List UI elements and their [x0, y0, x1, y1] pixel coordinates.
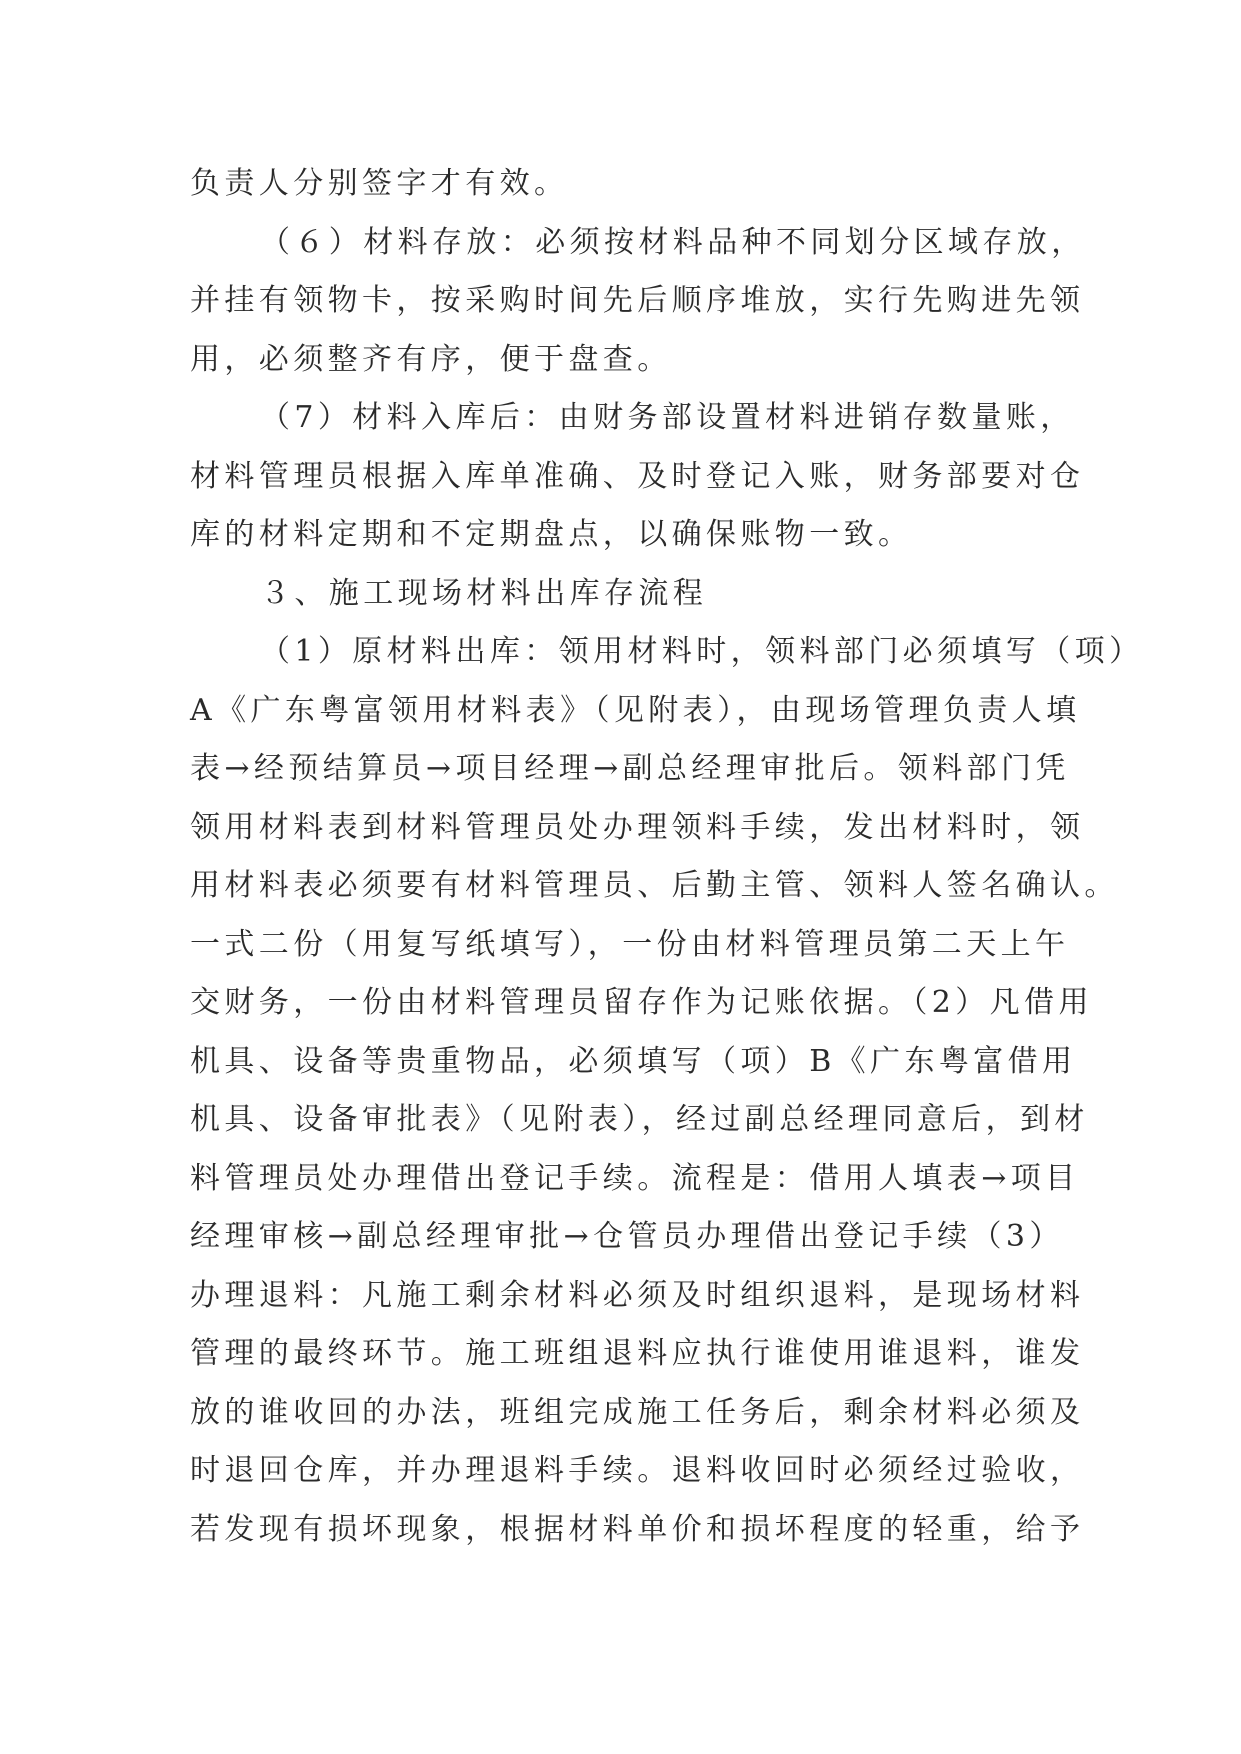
- text-line: （６）材料存放：必须按材料品种不同划分区域存放，: [260, 224, 1086, 260]
- text-line: （7）材料入库后：由财务部设置材料进销存数量账，: [260, 400, 1075, 435]
- text-line: 料管理员处办理借出登记手续。流程是：借用人填表→项目: [190, 1160, 1080, 1196]
- text-line: 时退回仓库，并办理退料手续。退料收回时必须经过验收，: [190, 1453, 1085, 1488]
- text-line: 机具、设备等贵重物品，必须填写（项）B《广东粤富借用: [190, 1043, 1077, 1079]
- text-line: 办理退料：凡施工剩余材料必须及时组织退料，是现场材料: [190, 1277, 1085, 1313]
- text-line: 领用材料表到材料管理员处办理领料手续，发出材料时，领: [190, 809, 1085, 845]
- text-line: 用材料表必须要有材料管理员、后勤主管、领料人签名确认。: [190, 868, 1119, 903]
- text-line: 管理的最终环节。施工班组退料应执行谁使用谁退料，谁发: [190, 1336, 1085, 1371]
- text-line: 若发现有损坏现象，根据材料单价和损坏程度的轻重，给予: [190, 1511, 1085, 1547]
- text-line: 用，必须整齐有序，便于盘查。: [190, 341, 672, 377]
- text-line: 表→经预结算员→项目经理→副总经理审批后。领料部门凭: [190, 751, 1070, 786]
- text-line: 放的谁收回的办法，班组完成施工任务后，剩余材料必须及: [190, 1394, 1085, 1430]
- text-line: 机具、设备审批表》（见附表），经过副总经理同意后，到材: [190, 1102, 1089, 1137]
- text-line: A《广东粤富领用材料表》（见附表），由现场管理负责人填: [190, 692, 1081, 728]
- section-heading: ３、施工现场材料出库存流程: [260, 575, 708, 611]
- text-line: 负责人分别签字才有效。: [190, 166, 569, 201]
- text-line: 材料管理员根据入库单准确、及时登记入账，财务部要对仓: [190, 458, 1085, 494]
- text-line: 一式二份（用复写纸填写），一份由材料管理员第二天上午: [190, 926, 1070, 962]
- text-line: （1）原材料出库：领用材料时，领料部门必须填写（项）: [260, 634, 1144, 669]
- text-line: 并挂有领物卡，按采购时间先后顺序堆放，实行先购进先领: [190, 283, 1085, 318]
- text-line: 库的材料定期和不定期盘点，以确保账物一致。: [190, 517, 913, 552]
- text-line: 交财务，一份由材料管理员留存作为记账依据。（2）凡借用: [190, 985, 1093, 1020]
- body-text: [190, 155, 1144, 1559]
- text-line: 经理审核→副总经理审批→仓管员办理借出登记手续（3）: [190, 1219, 1064, 1254]
